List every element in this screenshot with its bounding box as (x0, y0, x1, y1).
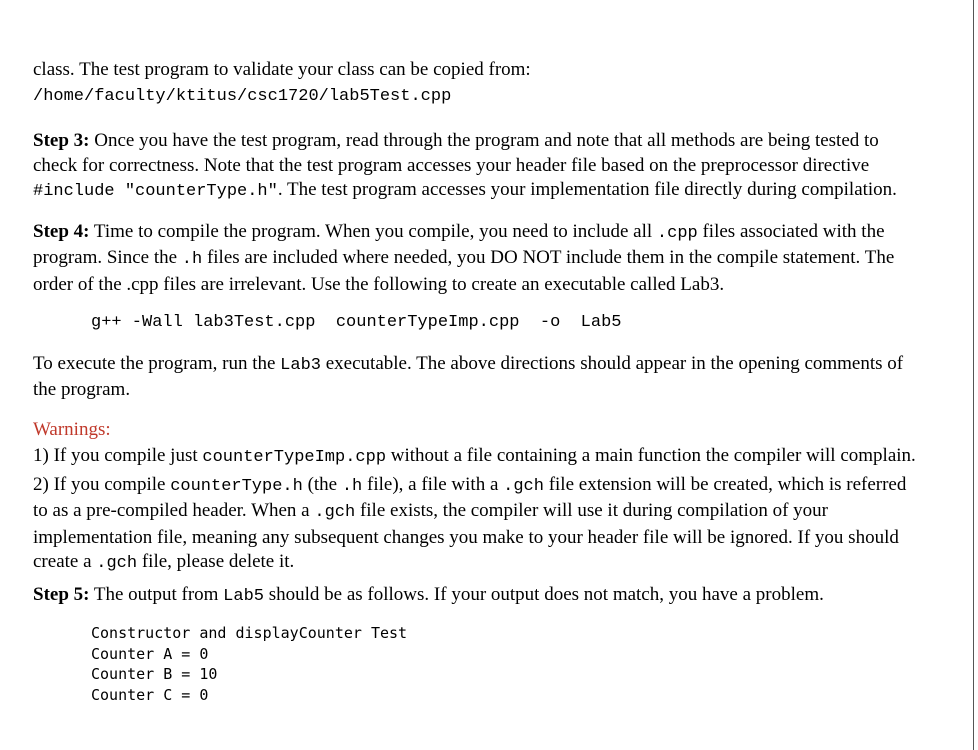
warning-1-text-a: 1) If you compile just (33, 445, 203, 466)
warning-2-text-c: file), a file with a (362, 473, 504, 495)
step4-text-3: files are included where needed, you DO NOT include them in the compile statement. The order of the .cpp files are irrelevant. Use the following to create an executable called Lab3. (33, 247, 895, 295)
step5-label: Step 5: (33, 583, 90, 605)
warning-2-gch-ext-1: .gch (503, 476, 544, 496)
output-line: Constructor and displayCounter Test (91, 624, 408, 642)
output-line: Counter B = 10 (91, 665, 218, 683)
warning-1-text-b: without a file containing a main function the compiler will complain. (386, 445, 916, 466)
step5-executable: Lab5 (223, 586, 264, 606)
warning-2-gch-ext-3: .gch (96, 554, 138, 573)
execute-text-2: executable. The above directions should appear in the opening comments of the program. (33, 352, 904, 400)
step4-label: Step 4: (33, 220, 90, 242)
step3-paragraph (33, 129, 923, 205)
step5-paragraph (33, 583, 923, 610)
warning-2-text-f: file, please delete it. (137, 551, 295, 572)
warning-2 (33, 473, 923, 577)
output-line: Counter C = 0 (91, 685, 209, 704)
execute-text-1: To execute the program, run the (33, 352, 281, 374)
cpp-extension: .cpp (656, 223, 698, 243)
output-line: Counter A = 0 (91, 644, 209, 663)
warning-2-text-d: file extension will be created, which is referred to as a pre-compiled header. When a (33, 473, 907, 521)
test-file-path: /home/faculty/ktitus/csc1720/lab5Test.cpp (33, 86, 452, 106)
warning-1-file: counterTypeImp.cpp (202, 448, 387, 467)
step3-text-1: Once you have the test program, read through the program and note that all methods are being tested to check for correctness. Note that the test program accesses your header file based on the preprocessor directive (33, 130, 879, 176)
step5-text-2: should be as follows. If your output does not match, you have a problem. (263, 583, 824, 605)
step3-label: Step 3: (33, 130, 90, 151)
warning-2-h-ext: .h (341, 476, 363, 496)
warning-2-text-a: 2) If you compile (33, 473, 171, 495)
compile-command: g++ -Wall lab3Test.cpp counterTypeImp.cpp -o Lab5 (91, 313, 622, 332)
warning-2-gch-ext-2: .gch (314, 503, 356, 522)
step4-text-2: files associated with the program. Since the (33, 220, 885, 268)
warning-2-text-b: (the (302, 473, 342, 495)
page-edge-line (973, 0, 974, 750)
document-page (33, 58, 923, 705)
execute-paragraph (33, 352, 923, 403)
h-extension: .h (181, 250, 203, 269)
executable-name: Lab3 (280, 355, 321, 375)
step5-text-1: The output from (89, 583, 224, 605)
include-directive: #include "counterType.h" (33, 182, 278, 201)
step3-text-2: . The test program accesses your implementation file directly during compilation. (277, 179, 897, 200)
warnings-title: Warnings: (33, 418, 111, 440)
warning-1 (33, 444, 923, 471)
warning-2-text-e: file exists, the compiler will use it during compilation of your implementation file, meaning any subsequent changes you make to your header file will be ignored. If you should create a (33, 500, 899, 572)
step4-text-1: Time to compile the program. When you compile, you need to include all (89, 220, 657, 242)
warning-2-header-file: counterType.h (170, 476, 303, 496)
expected-output-block (33, 623, 923, 705)
intro-text: class. The test program to validate your class can be copied from: (33, 59, 531, 80)
intro-paragraph (33, 58, 923, 109)
step4-paragraph (33, 220, 923, 298)
